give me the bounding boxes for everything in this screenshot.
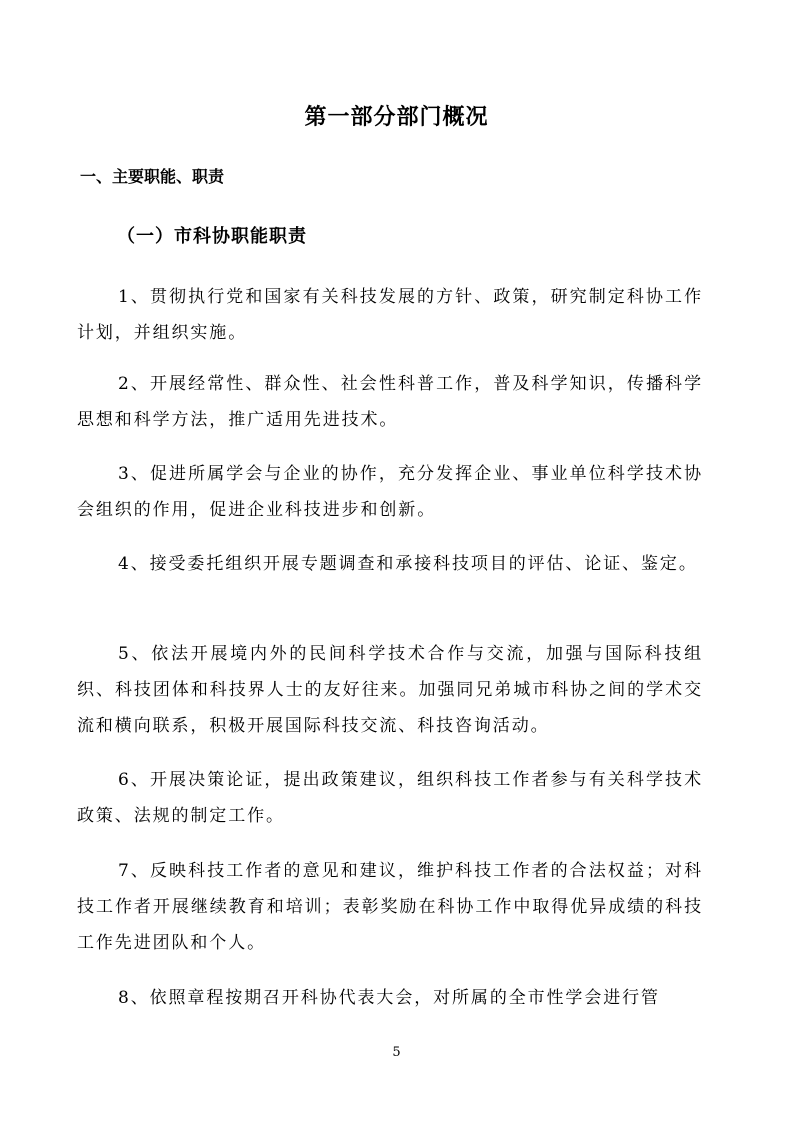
paragraph-item-1: 1、贯彻执行党和国家有关科技发展的方针、政策，研究制定科协工作计划，并组织实施。 <box>77 287 703 343</box>
page-title: 第一部分部门概况 <box>304 105 489 130</box>
paragraph-item-3: 3、促进所属学会与企业的协作，充分发挥企业、事业单位科学技术协会组织的作用，促进企业科技进步和创新。 <box>77 464 703 520</box>
page-number: 5 <box>392 1045 401 1060</box>
section-heading: 一、主要职能、职责 <box>80 167 225 186</box>
paragraph-item-5: 5、依法开展境内外的民间科学技术合作与交流，加强与国际科技组织、科技团体和科技界人士的友好往来。加强同兄弟城市科协之间的学术交流和横向联系，积极开展国际科技交流、科技咨询活动。 <box>77 644 703 736</box>
paragraph-item-2: 2、开展经常性、群众性、社会性科普工作，普及科学知识，传播科学思想和科学方法，推广适用先进技术。 <box>77 374 703 430</box>
paragraph-item-8: 8、依照章程按期召开科协代表大会，对所属的全市性学会进行管 <box>118 988 660 1008</box>
subsection-heading: （一）市科协职能职责 <box>117 226 307 247</box>
paragraph-item-4: 4、接受委托组织开展专题调查和承接科技项目的评估、论证、鉴定。 <box>118 554 698 574</box>
paragraph-item-6: 6、开展决策论证，提出政策建议，组织科技工作者参与有关科学技术政策、法规的制定工作。 <box>77 770 703 826</box>
paragraph-item-7: 7、反映科技工作者的意见和建议，维护科技工作者的合法权益；对科技工作者开展继续教育和培训；表彰奖励在科协工作中取得优异成绩的科技工作先进团队和个人。 <box>77 861 703 953</box>
